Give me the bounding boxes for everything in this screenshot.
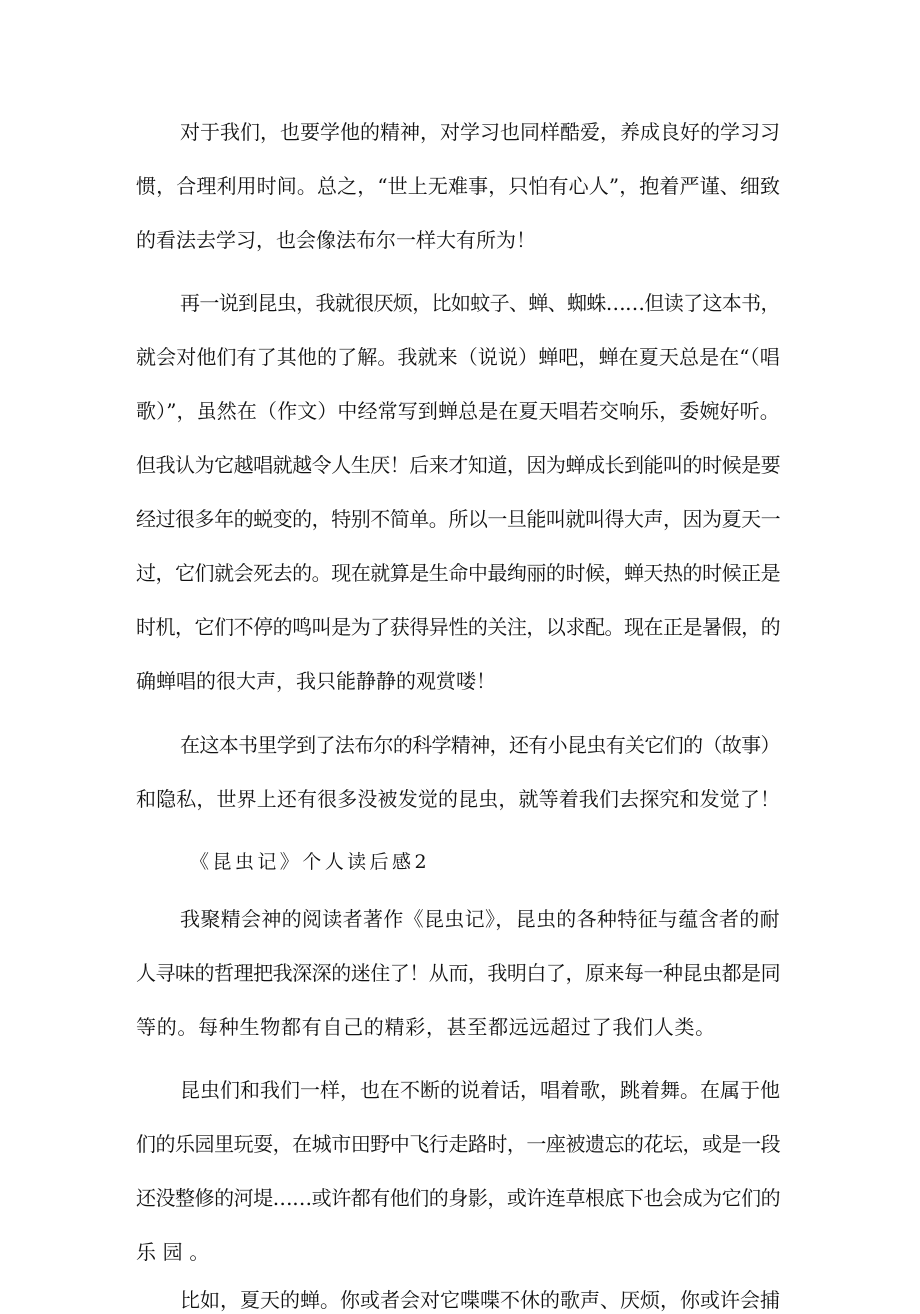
text-line: 就会对他们有了其他的了解。我就来（说说）蝉吧，蝉在夏天总是在“（唱: [136, 345, 780, 369]
text-line: 在这本书里学到了法布尔的科学精神，还有小昆虫有关它们的（故事）: [180, 733, 780, 757]
text-line: 还没整修的河堤……或许都有他们的身影，或许连草根底下也会成为它们的: [136, 1186, 781, 1210]
text-line: 们的乐园里玩耍，在城市田野中飞行走路时，一座被遗忘的花坛，或是一段: [136, 1132, 781, 1156]
text-line: 人寻味的哲理把我深深的迷住了！从而，我明白了，原来每一种昆虫都是同: [136, 961, 781, 985]
text-line: 确蝉唱的很大声，我只能静静的观赏喽！: [136, 669, 496, 693]
text-line: 的看法去学习，也会像法布尔一样大有所为！: [136, 228, 536, 252]
text-line: 我聚精会神的阅读者著作《昆虫记》，昆虫的各种特征与蕴含者的耐: [180, 907, 780, 931]
text-line: 再一说到昆虫，我就很厌烦，比如蚊子、蝉、蜘蛛……但读了这本书，: [180, 291, 780, 315]
text-line: 乐园。: [136, 1240, 217, 1264]
text-line: 比如，夏天的蝉。你或者会对它喋喋不休的歌声、厌烦，你或许会捕: [180, 1288, 780, 1312]
text-line: 歌）”，虽然在（作文）中经常写到蝉总是在夏天唱若交响乐，委婉好听。: [136, 399, 780, 423]
text-line: 昆虫们和我们一样，也在不断的说着话，唱着歌，跳着舞。在属于他: [180, 1078, 780, 1102]
text-line: 等的。每种生物都有自己的精彩，甚至都远远超过了我们人类。: [136, 1015, 716, 1039]
section-heading: 《昆虫记》个人读后感2: [190, 851, 431, 873]
text-line: 对于我们，也要学他的精神，对学习也同样酷爱，养成良好的学习习: [180, 120, 780, 144]
text-line: 时机，它们不停的鸣叫是为了获得异性的关注，以求配。现在正是暑假，的: [136, 615, 781, 639]
text-line: 但我认为它越唱就越令人生厌！后来才知道，因为蝉成长到能叫的时候是要: [136, 453, 781, 477]
text-line: 经过很多年的蜕变的，特别不简单。所以一旦能叫就叫得大声，因为夏天一: [136, 507, 781, 531]
text-line: 和隐私，世界上还有很多没被发觉的昆虫，就等着我们去探究和发觉了！: [136, 787, 781, 811]
text-line: 过，它们就会死去的。现在就算是生命中最绚丽的时候，蝉天热的时候正是: [136, 561, 781, 585]
text-line: 惯，合理利用时间。总之，“世上无难事，只怕有心人”，抱着严谨、细致: [136, 174, 781, 198]
